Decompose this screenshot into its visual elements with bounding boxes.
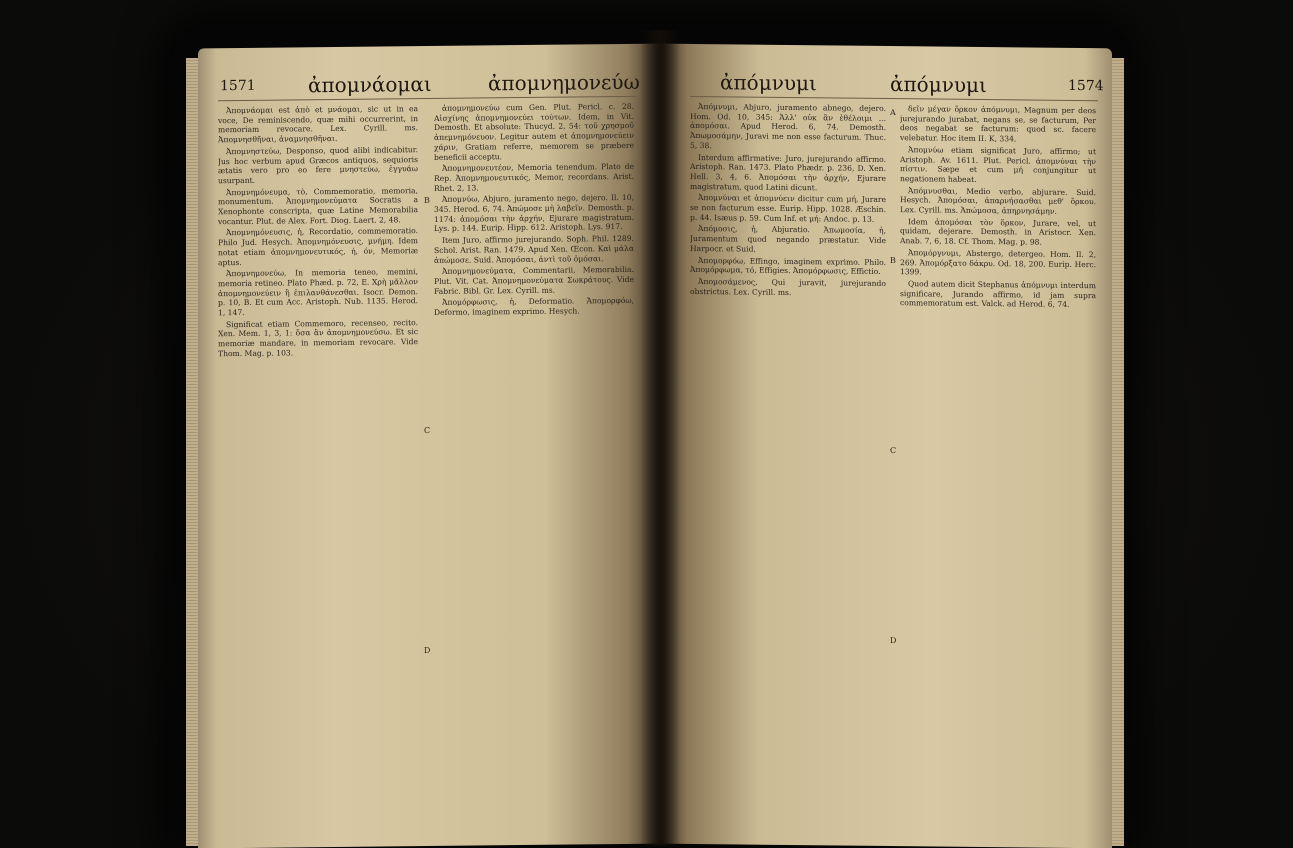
paragraph: Ἀπομνημονευτέον, Memoria tenendum. Plato de Rep. Ἀπομνημονευτικός, Memor, recordans. Arist. Rhet. 2, 13. [434,162,634,193]
paragraph: Significat etiam Commemoro, recenseo, recito. Xen. Mem. 1, 3, 1: ὅσα ἂν ἀπομνημονεύσω. Et sic memoriæ mandare, in memoriam revocare. Vide Thom. Mag. p. 103. [218,317,418,359]
paragraph: Ἀπομνημόνευσις, ἡ, Recordatio, commemoratio. Philo Jud. Hesych. Ἀπομνημόνευσις, μνήμη. Idem notat etiam ἀπομνημονευτικός, ή, όν, Memoriæ aptus. [218,226,418,267]
paragraph: Ἀπομνημονεύματα, Commentarii, Memorabilia. Plut. Vit. Cat. Ἀπομνημονεύματα Σωκράτους. Vide Fabric. Bibl. Gr. Lex. Cyrill. ms. [434,265,634,296]
paragraph: Interdum affirmative: Juro, jurejurando affirmo. Aristoph. Ran. 1473. Plato Phædr. p. 236, D. Xen. Hell. 3, 4, 6. Ἀπομόσαι τὴν ἀρχήν, Ejurare magistratum, quod Latini dicunt. [690,152,886,192]
paragraph: Ἀπομόργνυμι, Abstergo, detergeo. Hom. Il. 2, 269. Ἀπομόρξατο δάκρυ. Od. 18, 200. Eurip. Herc. 1399. [900,248,1096,277]
right-column-a [690,102,886,834]
paragraph: Ἀπομνύω etiam significat Juro, affirmo; ut Aristoph. Av. 1611. Plut. Pericl. ἀπομνύναι τὴν πίστιν. Sæpe et cum μή conjungitur ut negationem habeat. [900,145,1096,184]
paragraph: Ἀπομνημονεύω, In memoria teneo, memini, memoria retineo. Plato Phæd. p. 72, E. Χρὴ μᾶλλον ἀπομνημονεύειν ἢ ἐπιλανθάνεσθαι. Isocr. Demon. p. 10, B. Et cum Acc. Aristoph. Nub. 1135. Herod. 1, 147. [218,267,418,318]
paragraph: Ἀπομοσάμενος, Qui juravit, jurejurando obstrictus. Lex. Cyrill. ms. [690,276,886,297]
right-running-head-2: ἀπόμνυμι [890,72,987,98]
paragraph: Ἀπόμνυμι, Abjuro, juramento abnego, dejero. Hom. Od. 10, 345: Ἀλλ' οὐκ ἂν ἐθέλοιμι ... ἀπομόσαι. Apud Herod. 6, 74. Demosth. Ἀπωμοσάμην, Juravi me non esse facturum. Thuc. 5, 38. [690,102,886,150]
paragraph: Quod autem dicit Stephanus ἀπόμνυμι interdum significare, Jurando affirmo, id jam supra commemoratum est. Valck. ad Herod. 6, 74. [900,279,1096,310]
paragraph: Idem ἀπομόσαι τὸν ὅρκον, Jurare, vel, ut quidam, dejerare. Demosth. in Aristocr. Xen. Anab. 7, 6, 18. Cf. Thom. Mag. p. 98. [900,216,1096,247]
margin-letter: D [424,645,431,656]
paragraph: Ἀπομορφόω, Effingo, imaginem exprimo. Philo. Ἀπομόρφωμα, τό, Effigies. Ἀπομόρφωσις, Effictio. [690,255,886,277]
right-header-rule [690,96,1098,101]
right-running-head-1: ἀπόμνυμι [720,70,817,96]
paragraph: Ἀπομόρφωσις, ἡ, Deformatio. Ἀπομορφόω, Deformo, imaginem exprimo. Hesych. [434,296,634,318]
page-edges-right [1110,58,1124,846]
paragraph: Ἀπομνύναι et ἀπομνύειν dicitur cum μή, Jurare se non facturum esse. Eurip. Hipp. 1028. Æschin. p. 44. Isæus p. 59. Cum Inf. et μή: Andoc. p. 13. [690,193,886,224]
margin-letter: C [424,425,431,436]
paragraph: Ἀπομνημόνευμα, τὸ, Commemoratio, memoria, monumentum. Ἀπομνημονεύματα Socratis a Xenophonte conscripta, quæ Latine Memorabilia vocantur. Plut. de Alex. Fort. Diog. Laert. 2, 48. [218,185,418,226]
margin-letter: B [424,195,430,206]
paragraph: Ἀπομνηστεύω, Desponso, quod alibi indicabitur. Jus hoc verbum apud Græcos antiquos, sequioris ætatis vero pro eo fere μνηστεύω, ἐγγυάω usurpant. [218,144,418,186]
left-column-a [218,104,418,836]
margin-letter: B [890,256,896,266]
margin-letter: D [890,636,897,646]
paragraph: ἀπομνημονεύω cum Gen. Plut. Pericl. c. 28. Αἰσχίνης ἀπομνημονεύει τούτων. Idem, in Vit. Demosth. Et absolute: Thucyd. 2, 54: τοῦ χρησμοῦ ἀπεμνημόνευον. Legitur autem et ἀπομνημονεύειν χάριν, Gratiam referre, memorem se præbere beneficii acceptu. [434,101,634,162]
left-running-head-2: ἀπομνημονεύω [488,69,640,96]
left-running-head-1: ἀπομνάομαι [308,71,432,98]
right-page-number: 1574 [1068,77,1104,95]
margin-letter: C [890,446,897,456]
right-page [660,44,1112,848]
paragraph: Ἀπόμοσις, ἡ, Abjuratio. Ἀπωμοσία, ἡ, Juramentum quod negando præstatur. Vide Harpocr. et Suid. [690,224,886,254]
paragraph: δεῖν μέγαν ὅρκον ἀπόμνυμι, Magnum per deos jurejurando jurabat, negans se, se facturum, Per deos negabat se facturum: quod sc. facere velebatur. Hoc item II. K, 334. [900,104,1096,144]
margin-letter: A [890,108,896,118]
right-column-b [900,104,1096,836]
left-page [198,44,660,848]
left-column-b [434,102,634,834]
paragraph: Ἀπομνάομαι est ἀπὸ et μνάομαι, sic ut in ea voce, De reminiscendo, quæ mihi occurrerint, in memoriam revocare. Lex. Cyrill. ms. Ἀπομνησθῆναι, ἀναμνησθῆναι. [218,104,418,145]
paragraph: Item Juro, affirmo jurejurando. Soph. Phil. 1289. Schol. Arist. Ran. 1479. Apud Xen. Œcon. Καὶ μάλα ἀπώμοσε. Suid. Ἀπομόσαι, ἀντὶ τοῦ ὀμόσαι. [434,233,634,265]
paragraph: Ἀπόμνυσθαι, Medio verbo, abjurare. Suid. Hesych. Ἀπομόσαι, ἀπαρνήσασθαι μεθ' ὅρκου. Lex. Cyrill. ms. Ἀπώμοσα, ἀπηρνησάμην. [900,185,1096,216]
left-page-number: 1571 [220,77,256,95]
left-header-rule [218,96,636,101]
paragraph: Ἀπομνύω, Abjuro, juramento nego, dejero. Il. 10, 345. Herod. 6, 74. Ἀπώμοσε μὴ λαβεῖν. Demosth. p. 1174: ἀπομόσαι τὴν ἀρχήν, Ejurare magistratum. Lys. p. 144. Eurip. Hipp. 612. Aristoph. Lys. 917. [434,193,634,234]
book-gutter [640,30,680,846]
